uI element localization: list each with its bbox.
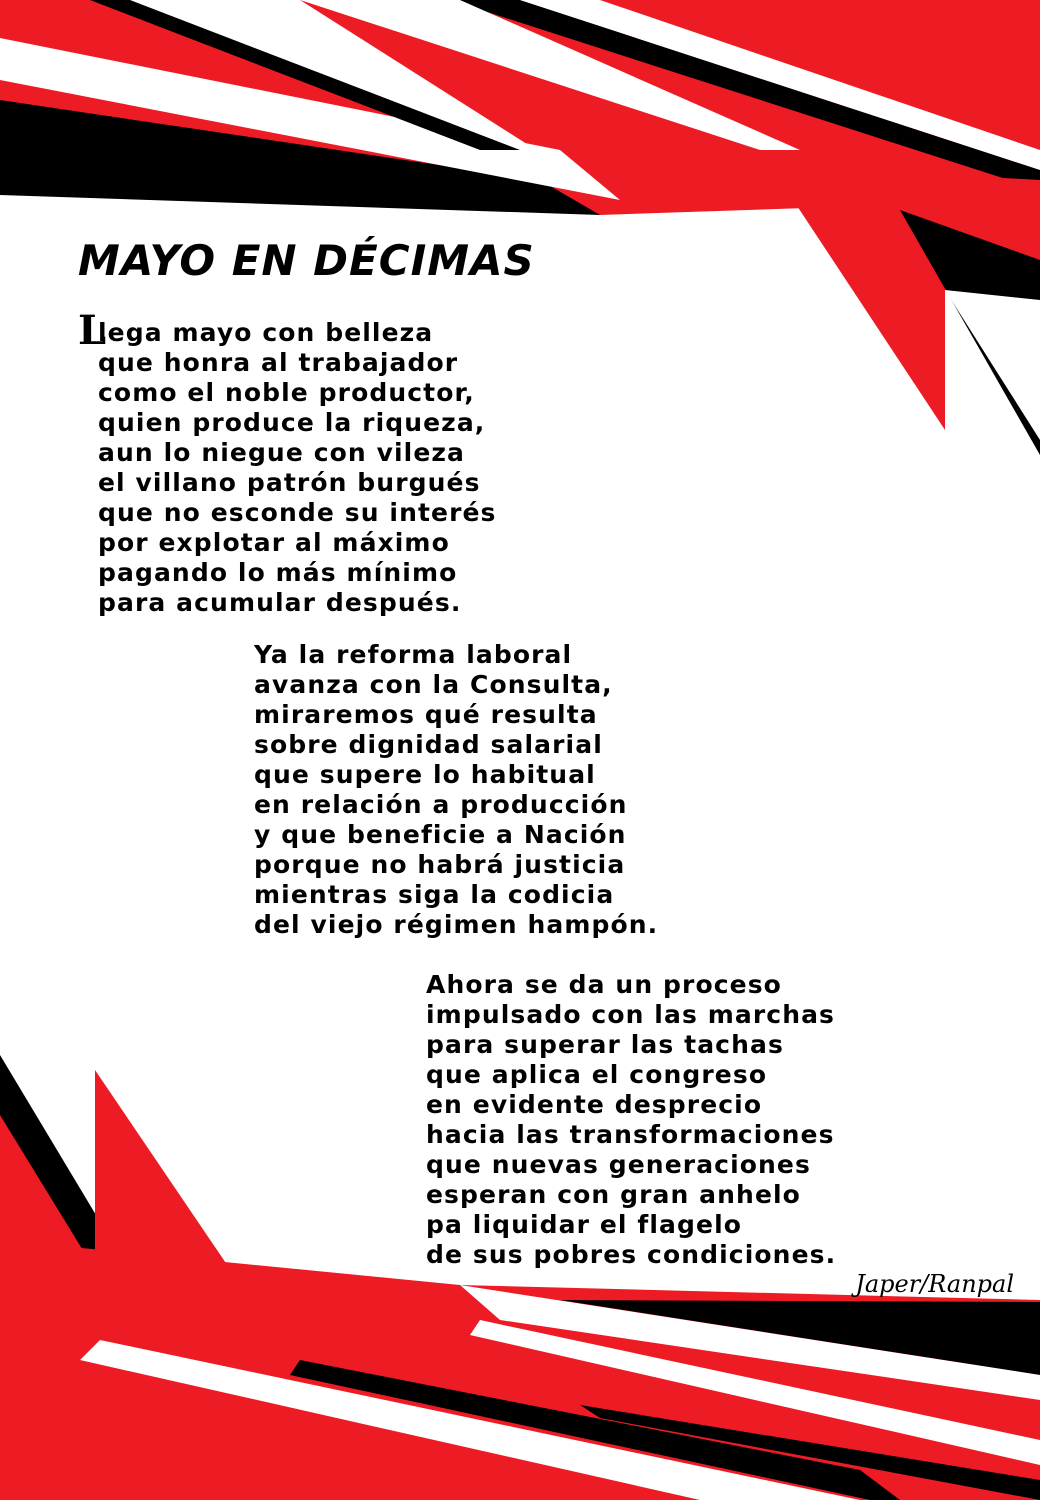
verse-line: aun lo niegue con vileza xyxy=(98,438,466,467)
verse-line: pagando lo más mínimo xyxy=(98,558,458,587)
verse-line: que no esconde su interés xyxy=(98,498,497,527)
verse-line: como el noble productor, xyxy=(98,378,475,407)
verse-line: del viejo régimen hampón. xyxy=(254,910,659,939)
verse-line: para acumular después. xyxy=(98,588,462,617)
verse-line: el villano patrón burgués xyxy=(98,468,481,497)
verse-line: Ya la reforma laboral xyxy=(254,640,573,669)
verse-line: que aplica el congreso xyxy=(426,1060,768,1089)
verse-line xyxy=(78,307,497,354)
verse-line: y que beneficie a Nación xyxy=(254,820,627,849)
stanza-2 xyxy=(254,640,658,940)
verse-line: avanza con la Consulta, xyxy=(254,670,613,699)
stanza-3 xyxy=(426,970,836,1270)
verse-line: mientras siga la codicia xyxy=(254,880,615,909)
drop-cap: L xyxy=(78,307,108,354)
verse-line: pa liquidar el flagelo xyxy=(426,1210,743,1239)
verse-line: hacia las transformaciones xyxy=(426,1120,835,1149)
verse-line: de sus pobres condiciones. xyxy=(426,1240,837,1269)
verse-line-text: lega mayo con belleza xyxy=(98,318,434,347)
right-white-sliver xyxy=(945,290,1040,440)
verse-line: en relación a producción xyxy=(254,790,628,819)
verse-line: miraremos qué resulta xyxy=(254,700,598,729)
author-signature: Japer/Ranpal xyxy=(855,1270,1014,1298)
verse-line: esperan con gran anhelo xyxy=(426,1180,801,1209)
verse-line: impulsado con las marchas xyxy=(426,1000,836,1029)
verse-line: por explotar al máximo xyxy=(98,528,450,557)
verse-line: Ahora se da un proceso xyxy=(426,970,782,999)
verse-line: que supere lo habitual xyxy=(254,760,596,789)
verse-line: en evidente desprecio xyxy=(426,1090,763,1119)
verse-line: quien produce la riqueza, xyxy=(98,408,486,437)
poem-title: MAYO EN DÉCIMAS xyxy=(78,236,535,285)
verse-line: que honra al trabajador xyxy=(98,348,459,377)
verse-line: sobre dignidad salarial xyxy=(254,730,603,759)
stanza-1 xyxy=(78,307,497,618)
verse-line: que nuevas generaciones xyxy=(426,1150,811,1179)
verse-line: para superar las tachas xyxy=(426,1030,784,1059)
verse-line: porque no habrá justicia xyxy=(254,850,626,879)
